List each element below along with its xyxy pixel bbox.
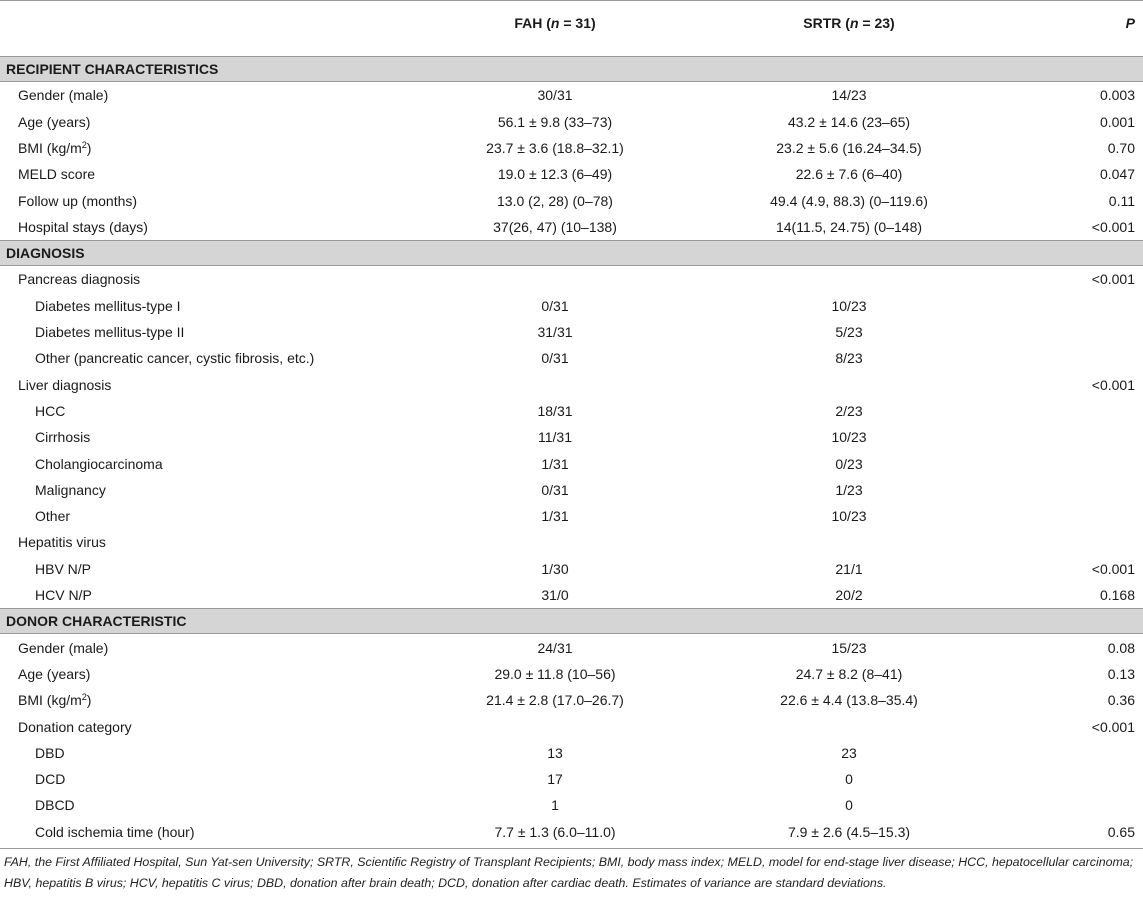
srtr-value: 10/23 bbox=[831, 429, 867, 446]
srtr-value: 22.6 ± 4.4 (13.8–35.4) bbox=[780, 692, 918, 709]
fah-value: 31/31 bbox=[537, 324, 573, 340]
fah-value: 18/31 bbox=[537, 402, 573, 419]
srtr-value: 0/23 bbox=[835, 455, 863, 472]
row-label: Pancreas diagnosis bbox=[18, 271, 141, 288]
row-label: Hospital stays (days) bbox=[18, 218, 148, 235]
srtr-value: 23.2 ± 5.6 (16.24–34.5) bbox=[776, 139, 922, 156]
fah-value: 19.0 ± 12.3 (6–49) bbox=[497, 166, 613, 183]
srtr-value: 20/2 bbox=[835, 587, 863, 603]
table-row bbox=[0, 266, 1143, 292]
fah-value: 0/31 bbox=[541, 297, 569, 314]
row-label: Other (pancreatic cancer, cystic fibrosis, etc.) bbox=[35, 350, 315, 367]
section-header-row bbox=[0, 608, 1143, 634]
srtr-value: 22.6 ± 7.6 (6–40) bbox=[795, 166, 903, 183]
table-row bbox=[0, 161, 1143, 187]
row-label: BMI $(kg/m^2)$ bbox=[18, 139, 92, 156]
fah-value: 23.7 ± 3.6 (18.8–32.1) bbox=[486, 139, 624, 156]
p-value: <0.001 bbox=[1091, 718, 1135, 735]
srtr-value: 7.9 ± 2.6 (4.5–15.3) bbox=[787, 823, 911, 840]
row-label: Hepatitis virus bbox=[18, 534, 106, 551]
fah-value: 17 bbox=[547, 771, 563, 788]
p-value: <0.001 bbox=[1091, 271, 1135, 288]
fah-value: 1/31 bbox=[541, 455, 569, 472]
row-label: Donation category bbox=[18, 718, 132, 735]
srtr-value: 14/23 bbox=[831, 87, 867, 104]
srtr-value: 10/23 bbox=[831, 297, 867, 314]
srtr-value: 8/23 bbox=[835, 350, 863, 367]
row-label: Diabetes mellitus-type I bbox=[35, 297, 181, 314]
fah-value: 30/31 bbox=[537, 87, 573, 104]
p-value: <0.001 bbox=[1091, 218, 1135, 235]
row-label: MELD score bbox=[18, 166, 96, 183]
row-label: Other bbox=[35, 508, 71, 525]
table-row bbox=[0, 556, 1143, 582]
table-row bbox=[0, 398, 1143, 424]
header-srtr: SRTR (n = 23) bbox=[803, 15, 895, 31]
section-label: RECIPIENT CHARACTERISTICS bbox=[6, 61, 219, 77]
row-label: Follow up (months) bbox=[18, 192, 138, 209]
table-row bbox=[0, 135, 1143, 161]
section-label: DIAGNOSIS bbox=[6, 245, 85, 262]
table-footnote: FAH, the First Affiliated Hospital, Sun Yat-sen University; SRTR, Scientific Registry of Transplant Recipients; BMI, body mass index; MELD, model for end-stage liver disease; HCC, hepatocellular carcinoma; HBV, hepatitis B virus; HCV, hepatitis C virus; DBD, donation after brain death; DCD, donation after cardiac death. Estimates of variance are standard deviations. bbox=[4, 855, 1134, 890]
table-row bbox=[0, 529, 1143, 555]
table-row bbox=[0, 661, 1143, 687]
table-row bbox=[0, 293, 1143, 319]
fah-value: 24/31 bbox=[537, 639, 573, 656]
table-row bbox=[0, 714, 1143, 740]
srtr-value: 23 bbox=[841, 744, 857, 761]
table-bottom-rule bbox=[0, 848, 1143, 849]
table-row bbox=[0, 214, 1143, 240]
p-value: 0.36 bbox=[1107, 692, 1135, 709]
fah-value: 11/31 bbox=[538, 429, 572, 446]
table-row bbox=[0, 582, 1143, 608]
row-label: BMI $(kg/m^2)$ bbox=[18, 692, 92, 709]
table-row bbox=[0, 792, 1143, 818]
header-p: P bbox=[1125, 15, 1135, 31]
row-label: Diabetes mellitus-type II bbox=[35, 324, 185, 340]
srtr-value: 0 bbox=[845, 797, 853, 814]
table-row bbox=[0, 109, 1143, 135]
table-row bbox=[0, 687, 1143, 713]
table-row bbox=[0, 82, 1143, 108]
table-row bbox=[0, 477, 1143, 503]
table-row bbox=[0, 766, 1143, 792]
p-value: 0.11 bbox=[1108, 192, 1135, 209]
table-row bbox=[0, 740, 1143, 766]
p-value: 0.65 bbox=[1107, 823, 1135, 840]
table-header-row bbox=[0, 1, 1143, 51]
table-row bbox=[0, 188, 1143, 214]
fah-value: 1 bbox=[551, 797, 559, 814]
fah-value: 31/0 bbox=[541, 587, 569, 603]
table-row bbox=[0, 424, 1143, 450]
srtr-value: 43.2 ± 14.6 (23–65) bbox=[787, 113, 911, 130]
srtr-value: 2/23 bbox=[835, 402, 863, 419]
fah-value: 13 bbox=[547, 744, 563, 761]
srtr-value: 5/23 bbox=[835, 324, 863, 340]
p-value: 0.08 bbox=[1107, 639, 1135, 656]
row-label: Malignancy bbox=[35, 481, 106, 498]
row-label: Gender (male) bbox=[18, 87, 109, 104]
row-label: Cold ischemia time (hour) bbox=[35, 823, 195, 840]
fah-value: 56.1 ± 9.8 (33–73) bbox=[497, 113, 613, 130]
fah-value: 7.7 ± 1.3 (6.0–11.0) bbox=[494, 823, 616, 840]
fah-value: 1/30 bbox=[541, 560, 569, 577]
fah-value: 1/31 bbox=[541, 508, 569, 525]
p-value: 0.047 bbox=[1099, 166, 1135, 183]
row-label: Age (years) bbox=[18, 113, 91, 130]
srtr-value: 24.7 ± 8.2 (8–41) bbox=[795, 665, 903, 682]
section-header-row bbox=[0, 240, 1143, 266]
fah-value: 21.4 ± 2.8 (17.0–26.7) bbox=[486, 692, 624, 709]
section-label: DONOR CHARACTERISTIC bbox=[6, 613, 187, 630]
p-value: <0.001 bbox=[1091, 560, 1135, 577]
fah-value: 37(26, 47) (10–138) bbox=[493, 218, 617, 235]
row-label: Cholangiocarcinoma bbox=[35, 455, 163, 472]
p-value: 0.13 bbox=[1107, 665, 1135, 682]
section-header-row bbox=[0, 56, 1143, 82]
table-row bbox=[0, 372, 1143, 398]
row-label: Cirrhosis bbox=[35, 429, 91, 446]
fah-value: 0/31 bbox=[541, 481, 569, 498]
srtr-value: 15/23 bbox=[831, 639, 867, 656]
srtr-value: 21/1 bbox=[835, 560, 863, 577]
table-row bbox=[0, 451, 1143, 477]
srtr-value: 49.4 (4.9, 88.3) (0–119.6) bbox=[770, 192, 928, 209]
table-row bbox=[0, 635, 1143, 661]
row-label: Liver diagnosis bbox=[18, 376, 112, 393]
row-label: HCV N/P bbox=[35, 587, 92, 603]
p-value: 0.168 bbox=[1099, 587, 1135, 603]
table-row bbox=[0, 819, 1143, 845]
fah-value: 13.0 (2, 28) (0–78) bbox=[497, 192, 613, 209]
table-row bbox=[0, 345, 1143, 371]
table-row bbox=[0, 503, 1143, 529]
srtr-value: 1/23 bbox=[835, 481, 863, 498]
fah-value: 0/31 bbox=[541, 350, 569, 367]
srtr-value: 10/23 bbox=[831, 508, 867, 525]
table-row bbox=[0, 319, 1143, 345]
row-label: Gender (male) bbox=[18, 639, 109, 656]
p-value: 0.003 bbox=[1099, 87, 1135, 104]
header-fah: FAH (n = 31) bbox=[514, 15, 596, 31]
srtr-value: 0 bbox=[845, 771, 853, 788]
row-label: DBCD bbox=[35, 797, 75, 814]
row-label: HBV N/P bbox=[35, 560, 92, 577]
srtr-value: 14(11.5, 24.75) (0–148) bbox=[775, 218, 923, 235]
p-value: <0.001 bbox=[1091, 376, 1135, 393]
p-value: 0.70 bbox=[1107, 139, 1135, 156]
row-label: HCC bbox=[35, 402, 66, 419]
row-label: DCD bbox=[35, 771, 66, 788]
row-label: DBD bbox=[35, 744, 65, 761]
row-label: Age (years) bbox=[18, 665, 91, 682]
fah-value: 29.0 ± 11.8 (10–56) bbox=[494, 665, 616, 682]
p-value: 0.001 bbox=[1099, 113, 1135, 130]
